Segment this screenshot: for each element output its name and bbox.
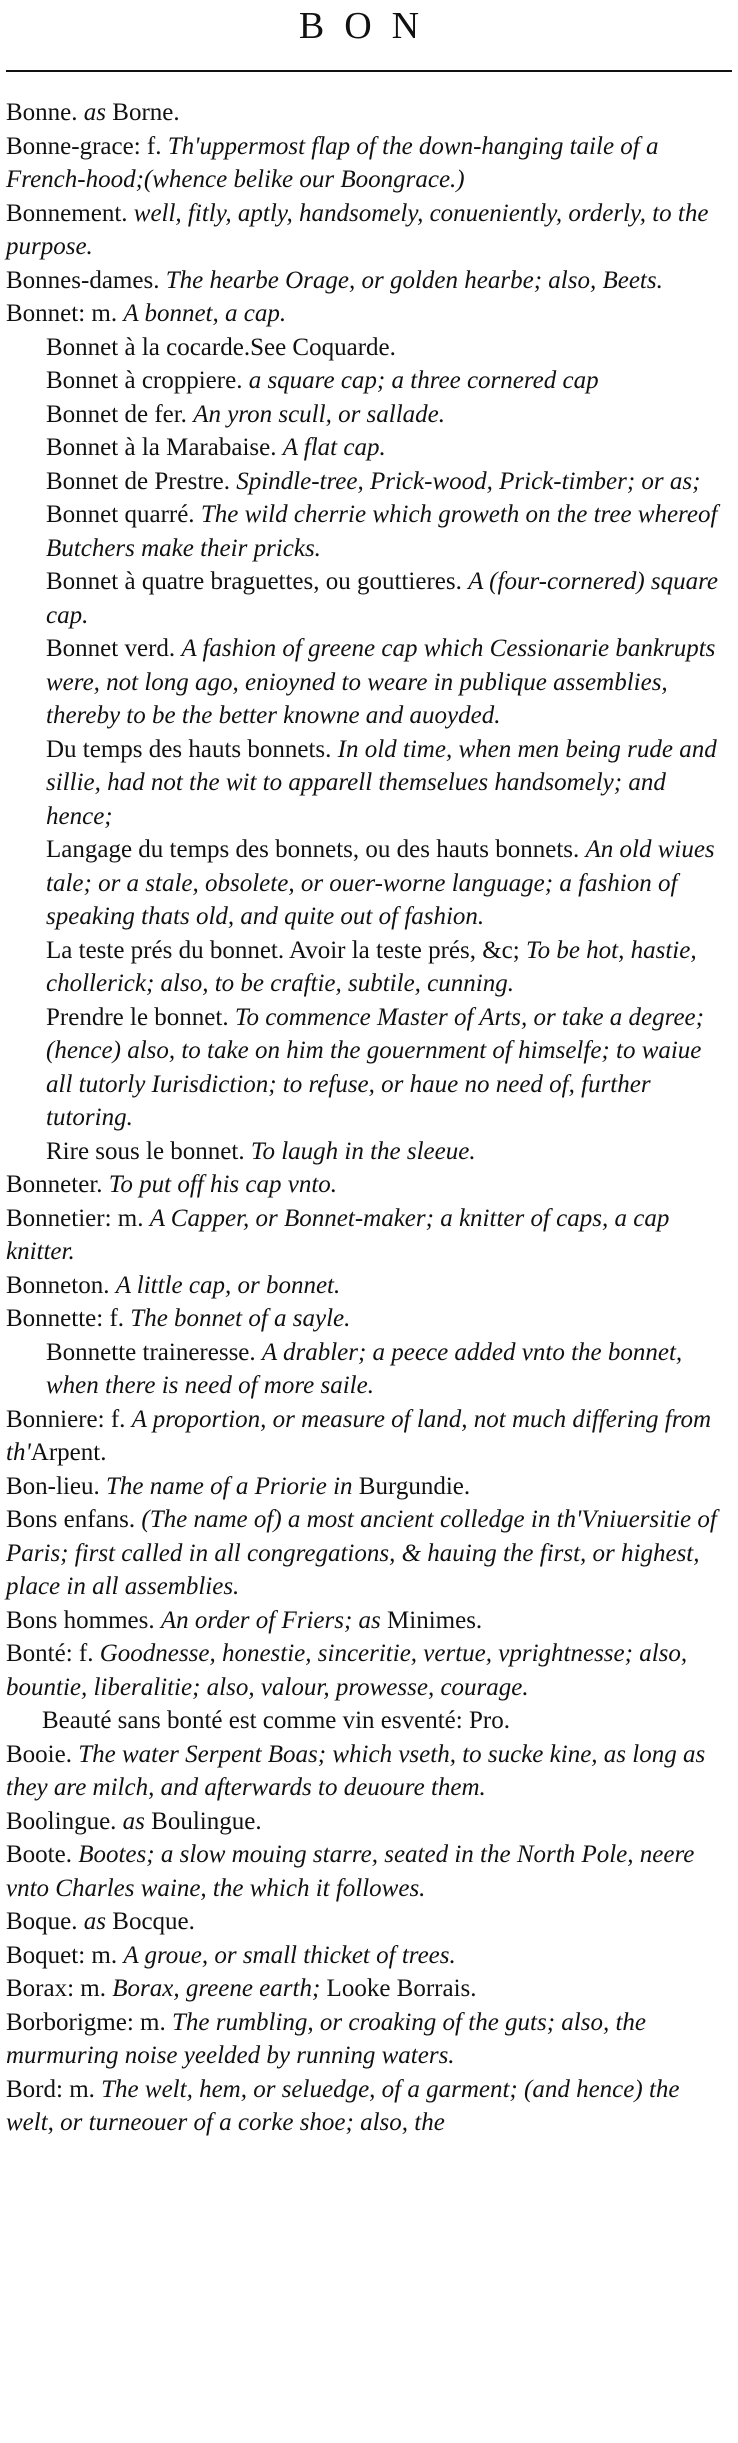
dictionary-entry — [6, 297, 732, 331]
entry-definition: Bootes; a slow mouing starre, seated in the North Pole, neere vnto Charles waine, the which it followes. — [6, 1841, 695, 1902]
entry-definition: A groue, or small thicket of trees. — [123, 1941, 456, 1969]
entry-definition: A flat cap. — [282, 434, 386, 461]
dictionary-subentry — [6, 1336, 732, 1403]
entry-definition: A drabler; a peece added vnto the bonnet, when there is need of more saile. — [46, 1338, 683, 1399]
entry-headword: Bonté: — [6, 1640, 73, 1667]
entry-headword: Boque. — [6, 1908, 78, 1935]
dictionary-entry — [6, 96, 732, 130]
dictionary-subentry — [6, 733, 732, 834]
entry-definition: (The name of) a most ancient colledge in th'Vniuersitie of Paris; first called in all congregations, & hauing the first, or highest, place in all assemblies. — [6, 1506, 717, 1600]
entry-headword: Borborigme: — [6, 2008, 134, 2036]
dictionary-entry — [6, 1604, 732, 1638]
entry-crossref: Minimes. — [380, 1606, 483, 1634]
entry-headword: Prendre le bonnet. — [46, 1003, 229, 1031]
entry-crossref: See Coquarde. — [250, 333, 396, 361]
entry-definition: A (four-cornered) square cap. — [46, 568, 719, 629]
entry-headword: Bonnet: — [6, 300, 86, 327]
entry-definition: Th'uppermost flap of the down-hanging taile of a French-hood;(whence belike our Boongrace.) — [6, 132, 659, 193]
dictionary-entry — [6, 197, 732, 264]
dictionary-subentry — [6, 398, 732, 432]
entry-definition: Borax, greene earth; — [112, 1975, 321, 2002]
entry-headword: Bonnetier: — [6, 1204, 112, 1232]
dictionary-subentry — [6, 632, 732, 733]
dictionary-subentry — [6, 833, 732, 934]
entry-headword: Bon-lieu. — [6, 1472, 100, 1500]
entry-list — [6, 96, 732, 2140]
dictionary-subentry — [6, 1135, 732, 1169]
entry-definition: An order of Friers; as — [160, 1606, 381, 1634]
dictionary-subentry — [6, 498, 732, 565]
dictionary-subentry — [6, 465, 732, 499]
entry-definition: To put off his cap vnto. — [108, 1171, 338, 1198]
entry-grammar: m. — [91, 1941, 118, 1969]
entry-grammar: f. — [78, 1640, 94, 1667]
entry-headword: Bonnet verd. — [46, 635, 176, 662]
entry-definition: To commence Master of Arts, or take a degree; (hence) also, to take on him the gouernment of himselfe; to waiue all tutorly Iurisdiction; to refuse, or haue no need of, further tutoring. — [46, 1003, 704, 1131]
dictionary-subentry — [6, 364, 732, 398]
entry-grammar: m. — [91, 300, 118, 327]
dictionary-entry — [6, 1269, 732, 1303]
dictionary-subentry — [6, 431, 732, 465]
entry-definition: The wild cherrie which groweth on the tree whereof Butchers make their pricks. — [46, 501, 718, 562]
entry-headword: Bonne. — [6, 99, 78, 126]
dictionary-entry — [6, 1403, 732, 1470]
entry-headword: Bonnet à la cocarde. — [46, 333, 251, 361]
dictionary-entry — [6, 1168, 732, 1202]
entry-definition: The bonnet of a sayle. — [130, 1305, 351, 1332]
dictionary-entry — [6, 1637, 732, 1704]
entry-definition: A proportion, or measure of land, not much differing from th' — [6, 1405, 712, 1466]
entry-headword: Borax: — [6, 1975, 75, 2002]
dictionary-subentry — [6, 1001, 732, 1135]
entry-headword: Bonnet à quatre braguettes, ou gouttieres. — [46, 568, 462, 595]
dictionary-subentry — [6, 934, 732, 1001]
dictionary-entry — [6, 2073, 732, 2140]
entry-grammar: f. — [110, 1405, 126, 1433]
entry-headword: Booie. — [6, 1740, 72, 1768]
entry-definition: An yron scull, or sallade. — [193, 400, 446, 428]
entry-definition: as — [83, 99, 107, 126]
entry-definition: a square cap; a three cornered cap — [248, 367, 599, 394]
entry-grammar: m. — [80, 1975, 106, 2002]
entry-crossref: Looke Borrais. — [320, 1975, 477, 2002]
dictionary-entry — [6, 1302, 732, 1336]
dictionary-entry — [6, 1805, 732, 1839]
entry-definition: The welt, hem, or seluedge, of a garment; (and hence) the welt, or turneouer of a corke shoe; also, the — [6, 2075, 680, 2136]
entry-crossref: Burgundie. — [352, 1472, 471, 1500]
dictionary-entry — [6, 130, 732, 197]
entry-definition: The name of a Priorie in — [106, 1472, 353, 1500]
entry-headword: Bonnes-dames. — [6, 266, 160, 294]
entry-headword: Bons enfans. — [6, 1506, 136, 1533]
dictionary-entry — [6, 1939, 732, 1973]
entry-definition: To laugh in the sleeue. — [250, 1137, 476, 1165]
entry-headword: Boote. — [6, 1841, 72, 1868]
entry-headword: Bonneton. — [6, 1271, 110, 1299]
entry-definition: An old wiues tale; or a stale, obsolete, or ouer-worne language; a fashion of speaking thats old, and quite out of fashion. — [46, 836, 715, 930]
entry-headword: Bonnette traineresse. — [46, 1338, 256, 1366]
entry-crossref: Bocque. — [106, 1908, 195, 1935]
entry-definition: Goodnesse, honestie, sinceritie, vertue, vprightnesse; also, bountie, liberalitie; also, valour, prowesse, courage. — [6, 1640, 688, 1701]
entry-headword: Bonnette: — [6, 1305, 104, 1332]
entry-definition: The rumbling, or croaking of the guts; also, the murmuring noise yeelded by running waters. — [6, 2008, 647, 2069]
entry-crossref: Arpent. — [30, 1439, 107, 1466]
entry-headword: Bonnet de fer. — [46, 400, 187, 428]
entry-headword: Bonnet à croppiere. — [46, 367, 243, 394]
dictionary-entry — [6, 1905, 732, 1939]
entry-definition: A Capper, or Bonnet-maker; a knitter of caps, a cap knitter. — [6, 1204, 670, 1265]
entry-definition: A fashion of greene cap which Cessionarie bankrupts were, not long ago, enioyned to weare in publique assemblies, thereby to be the better knowne and auoyded. — [46, 635, 716, 729]
entry-definition: as — [83, 1908, 107, 1935]
entry-headword: Bonniere: — [6, 1405, 105, 1433]
dictionary-entry — [6, 264, 732, 298]
entry-headword: Bonnet de Prestre. — [46, 467, 230, 495]
entry-headword: Bonnet quarré. — [46, 501, 195, 528]
entry-headword: Rire sous le bonnet. — [46, 1137, 245, 1165]
header-rule — [6, 70, 732, 72]
entry-crossref: Borne. — [106, 99, 180, 126]
entry-definition: Spindle-tree, Prick-wood, Prick-timber; or as; — [236, 467, 701, 495]
running-head: BON — [298, 5, 440, 47]
entry-definition: as — [122, 1807, 145, 1835]
entry-headword: Boquet: — [6, 1941, 86, 1969]
dictionary-entry — [6, 1972, 732, 2006]
dictionary-entry — [6, 1838, 732, 1905]
entry-grammar: m. — [117, 1204, 144, 1232]
entry-grammar: f. — [109, 1305, 125, 1332]
dictionary-entry — [6, 2006, 732, 2073]
entry-grammar: f. — [146, 132, 162, 160]
entry-headword: Bonneter. — [6, 1171, 103, 1198]
dictionary-subentry — [6, 1704, 732, 1738]
entry-grammar: m. — [69, 2075, 95, 2103]
entry-headword: Bonnet à la Marabaise. — [46, 434, 277, 461]
entry-headword: Du temps des hauts bonnets. — [46, 735, 332, 763]
entry-headword: Beauté sans bonté est comme vin esventé: Pro. — [42, 1707, 510, 1734]
dictionary-subentry — [6, 331, 732, 365]
entry-headword: Bonnement. — [6, 199, 128, 227]
entry-crossref: Boulingue. — [144, 1807, 262, 1835]
dictionary-entry — [6, 1738, 732, 1805]
dictionary-subentry — [6, 565, 732, 632]
dictionary-entry — [6, 1470, 732, 1504]
entry-headword: La teste prés du bonnet. Avoir la teste prés, &c; — [46, 936, 520, 964]
dictionary-entry — [6, 1202, 732, 1269]
entry-definition: To be hot, hastie, chollerick; also, to be craftie, subtile, cunning. — [46, 936, 697, 997]
entry-definition: A bonnet, a cap. — [123, 300, 287, 327]
entry-definition: well, fitly, aptly, handsomely, conueniently, orderly, to the purpose. — [6, 199, 709, 260]
entry-definition: The hearbe Orage, or golden hearbe; also, Beets. — [165, 266, 663, 294]
entry-headword: Boolingue. — [6, 1807, 117, 1835]
entry-grammar: m. — [140, 2008, 166, 2036]
entry-definition: In old time, when men being rude and sillie, had not the wit to apparell themselues handsomely; and hence; — [46, 735, 717, 830]
dictionary-entry — [6, 1503, 732, 1604]
entry-headword: Bonne-grace: — [6, 132, 141, 160]
entry-headword: Bord: — [6, 2075, 63, 2103]
entry-definition: The water Serpent Boas; which vseth, to sucke kine, as long as they are milch, and afterwards to deuoure them. — [6, 1740, 706, 1801]
entry-definition: A little cap, or bonnet. — [115, 1271, 341, 1299]
entry-headword: Langage du temps des bonnets, ou des hauts bonnets. — [46, 836, 580, 863]
entry-headword: Bons hommes. — [6, 1606, 155, 1634]
